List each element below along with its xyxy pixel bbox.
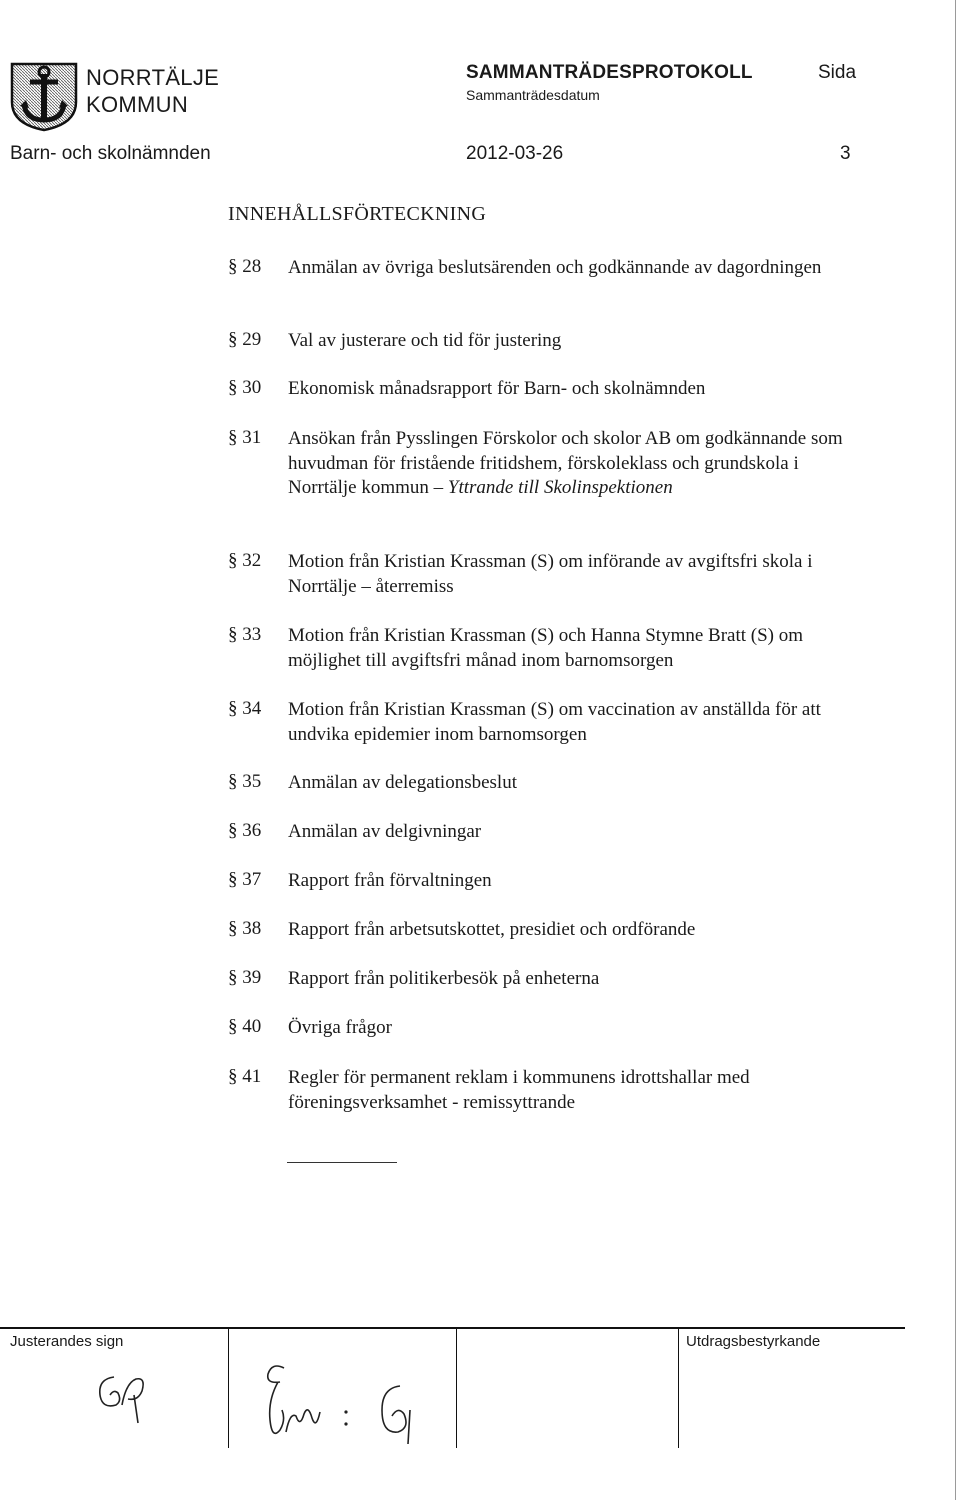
toc-item-num: § 31	[228, 427, 262, 448]
toc-item-num: § 28	[228, 256, 262, 277]
signature-initials-2	[250, 1360, 370, 1445]
toc-item-num: § 41	[228, 1066, 262, 1087]
end-divider	[287, 1162, 397, 1163]
organization-name	[86, 64, 219, 118]
toc-item-text: Ekonomisk månadsrapport för Barn- och skolnämnden	[288, 378, 706, 399]
toc-item-text: Rapport från politikerbesök på enheterna	[288, 968, 600, 989]
signature-cell-divider	[228, 1328, 229, 1448]
toc-item-num: § 29	[228, 329, 262, 350]
footer-divider	[0, 1327, 905, 1329]
toc-item-text: Anmälan av delgivningar	[288, 821, 482, 842]
toc-item-text: Övriga frågor	[288, 1017, 392, 1038]
org-name-line2: KOMMUN	[86, 92, 189, 117]
meeting-date: 2012-03-26	[466, 143, 564, 164]
page-label: Sida	[818, 62, 857, 83]
toc-item-num: § 33	[228, 624, 262, 645]
sign-label: Justerandes sign	[10, 1333, 124, 1350]
toc-item-num: § 35	[228, 771, 262, 792]
page-edge	[955, 0, 956, 1500]
toc-item-text-plain: Ansökan från Pysslingen Förskolor och skolor AB om godkännande som huvudman för fristående fritidshem, förskoleklass och grundskola i Norrtälje kommun –	[288, 428, 843, 498]
toc-item-num: § 36	[228, 820, 262, 841]
extract-label: Utdragsbestyrkande	[686, 1333, 821, 1350]
toc-item-text	[288, 427, 848, 501]
committee-name: Barn- och skolnämnden	[10, 143, 211, 164]
toc-item-text: Motion från Kristian Krassman (S) och Hanna Stymne Bratt (S) om möjlighet till avgiftsfri månad inom barnomsorgen	[288, 625, 804, 671]
toc-item-text-italic: Yttrande till Skolinspektionen	[447, 477, 673, 498]
toc-item-num: § 30	[228, 377, 262, 398]
toc-item-text: Rapport från arbetsutskottet, presidiet och ordförande	[288, 919, 696, 940]
signature-cell-divider	[456, 1328, 457, 1448]
toc-item-num: § 39	[228, 967, 262, 988]
toc-item-num: § 38	[228, 918, 262, 939]
municipality-logo	[10, 62, 78, 132]
toc-item-text: Val av justerare och tid för justering	[288, 330, 562, 351]
toc-item-text: Motion från Kristian Krassman (S) om vaccination av anställda för att undvika epidemier inom barnomsorgen	[288, 699, 821, 745]
toc-item-text: Anmälan av övriga beslutsärenden och godkännande av dagordningen	[288, 257, 822, 278]
org-name-line1: NORRTÄLJE	[86, 65, 220, 90]
signature-initials-3	[370, 1380, 430, 1450]
toc-item-text: Motion från Kristian Krassman (S) om införande av avgiftsfri skola i Norrtälje – återremiss	[288, 551, 813, 597]
toc-item-text: Anmälan av delegationsbeslut	[288, 772, 517, 793]
signature-initials-1	[92, 1365, 162, 1425]
toc-item-text: Rapport från förvaltningen	[288, 870, 492, 891]
date-label: Sammanträdesdatum	[466, 87, 600, 103]
signature-cell-divider	[678, 1328, 679, 1448]
toc-item-num: § 32	[228, 550, 262, 571]
document-type: SAMMANTRÄDESPROTOKOLL	[466, 62, 753, 83]
toc-item-num: § 34	[228, 698, 262, 719]
toc-item-num: § 40	[228, 1016, 262, 1037]
toc-item-num: § 37	[228, 869, 262, 890]
toc-item-text: Regler för permanent reklam i kommunens idrottshallar med föreningsverksamhet - remissyttrande	[288, 1067, 750, 1113]
toc-heading: INNEHÅLLSFÖRTECKNING	[228, 203, 487, 225]
page-number: 3	[840, 143, 851, 164]
